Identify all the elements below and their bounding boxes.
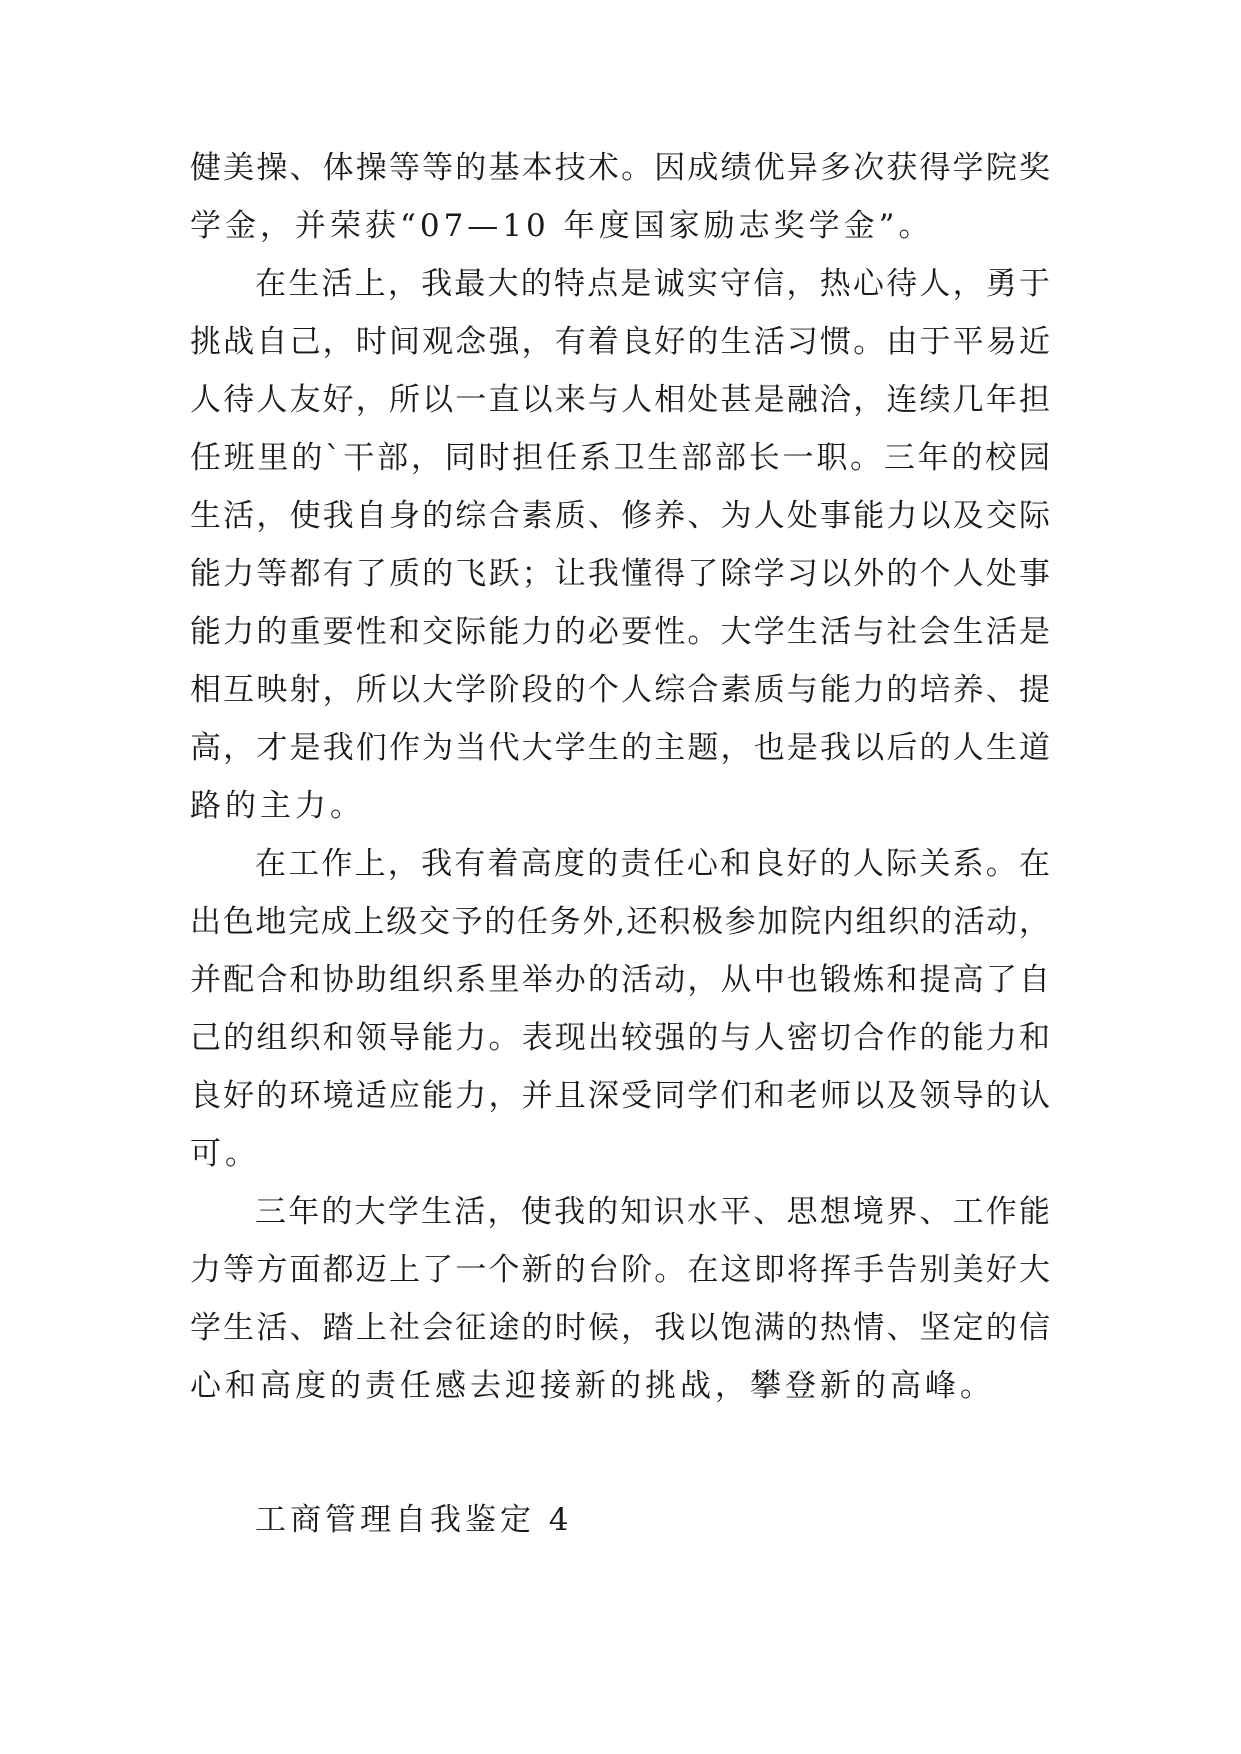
paragraph-first-line: 在工作上，我有着高度的责任心和良好的人际关系。在: [255, 846, 1050, 882]
text-line: 能力的重要性和交际能力的必要性。大学生活与社会生活是: [190, 614, 1050, 650]
text-line: 挑战自己，时间观念强，有着良好的生活习惯。由于平易近: [190, 324, 1050, 360]
text-line: 力等方面都迈上了一个新的台阶。在这即将挥手告别美好大: [190, 1252, 1050, 1288]
text-line: 心和高度的责任感去迎接新的挑战，攀登新的高峰。: [190, 1368, 995, 1404]
text-line: 生活，使我自身的综合素质、修养、为人处事能力以及交际: [190, 498, 1050, 534]
text-line: 良好的环境适应能力，并且深受同学们和老师以及领导的认: [190, 1078, 1050, 1114]
text-line: 出色地完成上级交予的任务外,还积极参加院内组织的活动，: [190, 904, 1050, 940]
text-line: 己的组织和领导能力。表现出较强的与人密切合作的能力和: [190, 1020, 1050, 1056]
text-line: 可。: [190, 1136, 260, 1172]
text-line: 能力等都有了质的飞跃；让我懂得了除学习以外的个人处事: [190, 556, 1050, 592]
paragraph-first-line: 三年的大学生活，使我的知识水平、思想境界、工作能: [255, 1194, 1050, 1230]
text-line: 并配合和协助组织系里举办的活动，从中也锻炼和提高了自: [190, 962, 1050, 998]
text-line: 人待人友好，所以一直以来与人相处甚是融洽，连续几年担: [190, 382, 1050, 418]
text-line: 路的主力。: [190, 788, 365, 824]
text-line: 学生活、踏上社会征途的时候，我以饱满的热情、坚定的信: [190, 1310, 1050, 1346]
text-line: 高，才是我们作为当代大学生的主题，也是我以后的人生道: [190, 730, 1050, 766]
section-heading: 工商管理自我鉴定 4: [255, 1502, 573, 1538]
text-line: 健美操、体操等等的基本技术。因成绩优异多次获得学院奖: [190, 150, 1050, 186]
text-line: 学金，并荣获“07—10 年度国家励志奖学金”。: [190, 208, 934, 244]
text-line: 任班里的`干部，同时担任系卫生部部长一职。三年的校园: [190, 440, 1050, 476]
text-line: 相互映射，所以大学阶段的个人综合素质与能力的培养、提: [190, 672, 1050, 708]
paragraph-first-line: 在生活上，我最大的特点是诚实守信，热心待人，勇于: [255, 266, 1050, 302]
